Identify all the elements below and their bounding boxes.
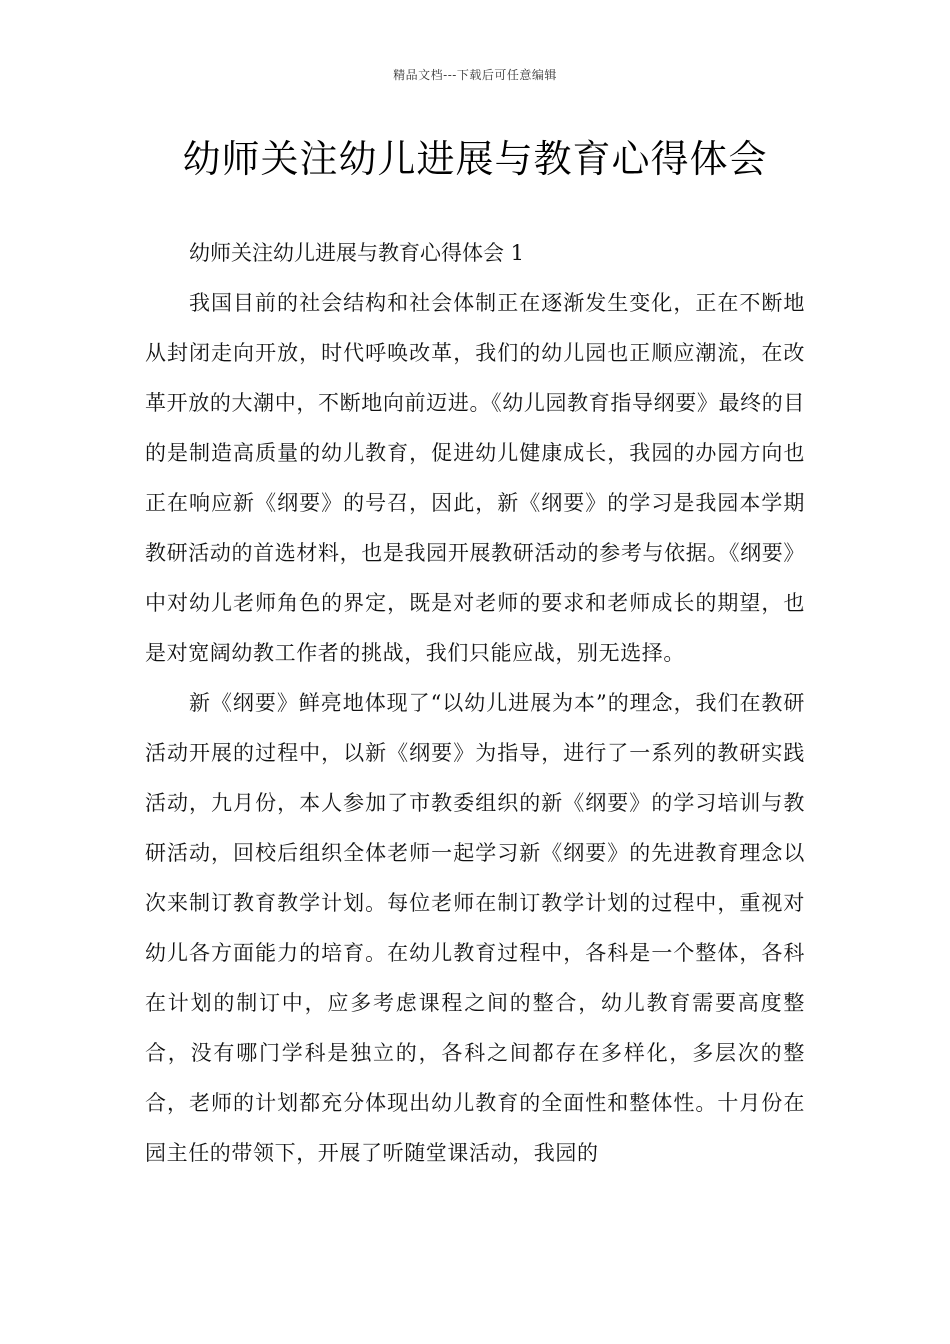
document-body: [145, 228, 805, 1178]
paragraph-1: 我国目前的社会结构和社会体制正在逐渐发生变化，正在不断地从封闭走向开放，时代呼唤改革，我们的幼儿园也正顺应潮流，在改革开放的大潮中，不断地向前迈进。《幼儿园教育指导纲要》最终的目的是制造高质量的幼儿教育，促进幼儿健康成长，我园的办园方向也正在响应新《纲要》的号召，因此，新《纲要》的学习是我园本学期教研活动的首选材料，也是我园开展教研活动的参考与依据。《纲要》中对幼儿老师角色的界定，既是对老师的要求和老师成长的期望，也是对宽阔幼教工作者的挑战，我们只能应战，别无选择。: [145, 291, 805, 665]
document-title: 幼师关注幼儿进展与教育心得体会: [182, 137, 768, 181]
paragraph-2: 新《纲要》鲜亮地体现了“以幼儿进展为本”的理念，我们在教研活动开展的过程中，以新《纲要》为指导，进行了一系列的教研实践活动，九月份，本人参加了市教委组织的新《纲要》的学习培训与教研活动，回校后组织全体老师一起学习新《纲要》的先进教育理念以次来制订教育教学计划。每位老师在制订教学计划的过程中，重视对幼儿各方面能力的培育。在幼儿教育过程中，各科是一个整体，各科在计划的制订中，应多考虑课程之间的整合，幼儿教育需要高度整合，没有哪门学科是独立的，各科之间都存在多样化，多层次的整合，老师的计划都充分体现出幼儿教育的全面性和整体性。十月份在园主任的带领下，开展了听随堂课活动，我园的: [145, 691, 805, 1165]
header-note: 精品文档---下载后可任意编辑: [393, 68, 557, 82]
section-subtitle: 幼师关注幼儿进展与教育心得体会 1: [189, 241, 525, 265]
